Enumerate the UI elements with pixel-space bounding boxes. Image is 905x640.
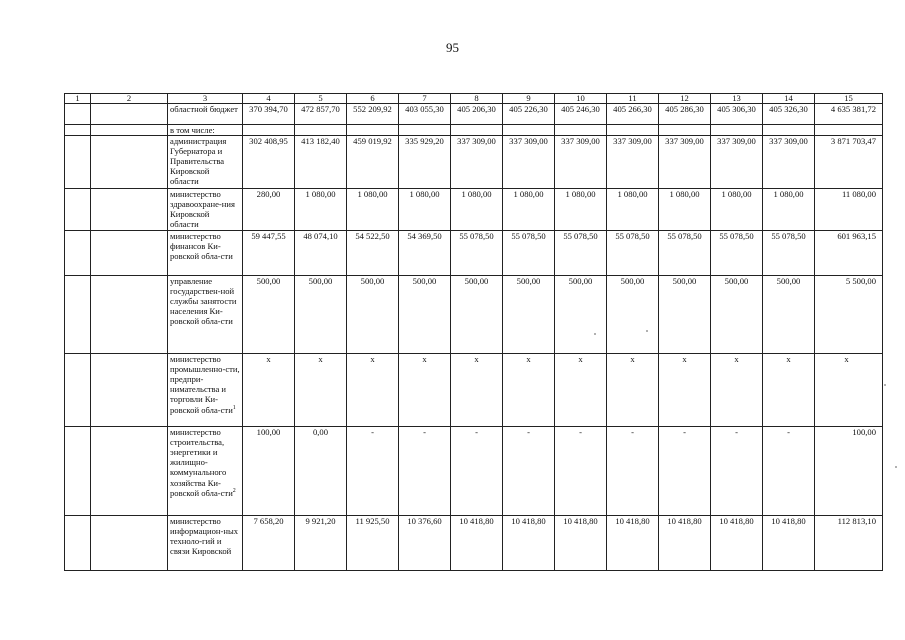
- value-cell: -: [711, 427, 763, 516]
- row-label: [168, 354, 243, 427]
- value-cell: [451, 125, 503, 136]
- value-cell: 403 055,30: [399, 104, 451, 125]
- value-cell: 500,00: [555, 276, 607, 354]
- row-label: [168, 276, 243, 354]
- value-cell: 500,00: [659, 276, 711, 354]
- value-cell: 405 226,30: [503, 104, 555, 125]
- value-cell: 601 963,15: [815, 231, 883, 276]
- cell-col-1: [65, 136, 91, 189]
- cell-col-1: [65, 427, 91, 516]
- value-cell: х: [711, 354, 763, 427]
- value-cell: 1 080,00: [659, 189, 711, 231]
- column-header: 4: [243, 94, 295, 104]
- value-cell: 54 522,50: [347, 231, 399, 276]
- cell-col-2: [91, 516, 168, 571]
- page-number: 95: [446, 40, 459, 55]
- value-cell: 337 309,00: [451, 136, 503, 189]
- value-cell: х: [503, 354, 555, 427]
- value-cell: х: [815, 354, 883, 427]
- cell-col-2: [91, 354, 168, 427]
- table-row: [65, 125, 883, 136]
- column-header: 1: [65, 94, 91, 104]
- value-cell: 9 921,20: [295, 516, 347, 571]
- table-row: [65, 231, 883, 276]
- scan-speck: [895, 466, 897, 468]
- value-cell: [243, 125, 295, 136]
- row-label-text: министерство информацион-ных техноло-гий и связи Кировской: [170, 516, 239, 557]
- column-header: 14: [763, 94, 815, 104]
- table-row: [65, 189, 883, 231]
- value-cell: [711, 125, 763, 136]
- table-row: [65, 427, 883, 516]
- value-cell: 500,00: [399, 276, 451, 354]
- value-cell: 11 925,50: [347, 516, 399, 571]
- value-cell: 337 309,00: [659, 136, 711, 189]
- row-label: [168, 427, 243, 516]
- value-cell: 55 078,50: [607, 231, 659, 276]
- value-cell: 100,00: [815, 427, 883, 516]
- row-label-text: администрация Губернатора и Правительства Кировской области: [170, 136, 227, 187]
- column-header: 10: [555, 94, 607, 104]
- table-row: [65, 516, 883, 571]
- value-cell: [659, 125, 711, 136]
- value-cell: -: [607, 427, 659, 516]
- value-cell: [347, 125, 399, 136]
- column-header: 9: [503, 94, 555, 104]
- value-cell: 1 080,00: [607, 189, 659, 231]
- cell-col-2: [91, 276, 168, 354]
- budget-table: [64, 93, 883, 571]
- value-cell: 500,00: [295, 276, 347, 354]
- footnote-mark: 2: [232, 487, 236, 494]
- value-cell: 280,00: [243, 189, 295, 231]
- scan-speck: [646, 330, 648, 332]
- value-cell: 552 209,92: [347, 104, 399, 125]
- value-cell: 112 813,10: [815, 516, 883, 571]
- value-cell: 10 418,80: [607, 516, 659, 571]
- row-label-text: управление государствен-ной службы занятости населения Ки-ровской обла-сти: [170, 276, 237, 327]
- value-cell: 55 078,50: [763, 231, 815, 276]
- value-cell: х: [763, 354, 815, 427]
- value-cell: -: [451, 427, 503, 516]
- cell-col-1: [65, 354, 91, 427]
- value-cell: 7 658,20: [243, 516, 295, 571]
- value-cell: 1 080,00: [399, 189, 451, 231]
- value-cell: х: [451, 354, 503, 427]
- cell-col-1: [65, 516, 91, 571]
- value-cell: 500,00: [243, 276, 295, 354]
- value-cell: 337 309,00: [763, 136, 815, 189]
- value-cell: 1 080,00: [711, 189, 763, 231]
- row-label-text: министерство строительства, энергетики и жилищно-коммунального хозяйства Ки-ровской обла-сти: [170, 427, 233, 498]
- cell-col-2: [91, 125, 168, 136]
- column-header: 8: [451, 94, 503, 104]
- value-cell: 10 376,60: [399, 516, 451, 571]
- cell-col-2: [91, 104, 168, 125]
- value-cell: 10 418,80: [503, 516, 555, 571]
- value-cell: 100,00: [243, 427, 295, 516]
- table-row: [65, 104, 883, 125]
- value-cell: х: [347, 354, 399, 427]
- value-cell: 4 635 381,72: [815, 104, 883, 125]
- row-label: [168, 104, 243, 125]
- value-cell: х: [555, 354, 607, 427]
- value-cell: 55 078,50: [503, 231, 555, 276]
- value-cell: 405 326,30: [763, 104, 815, 125]
- value-cell: 1 080,00: [763, 189, 815, 231]
- value-cell: 413 182,40: [295, 136, 347, 189]
- value-cell: 1 080,00: [347, 189, 399, 231]
- table-row: [65, 136, 883, 189]
- row-label: [168, 125, 243, 136]
- value-cell: 10 418,80: [659, 516, 711, 571]
- value-cell: 10 418,80: [763, 516, 815, 571]
- value-cell: -: [399, 427, 451, 516]
- value-cell: 55 078,50: [659, 231, 711, 276]
- value-cell: 405 246,30: [555, 104, 607, 125]
- column-header: 11: [607, 94, 659, 104]
- value-cell: -: [503, 427, 555, 516]
- value-cell: 48 074,10: [295, 231, 347, 276]
- cell-col-2: [91, 136, 168, 189]
- value-cell: 337 309,00: [607, 136, 659, 189]
- value-cell: 302 408,95: [243, 136, 295, 189]
- value-cell: х: [659, 354, 711, 427]
- cell-col-2: [91, 231, 168, 276]
- footnote-mark: 1: [232, 404, 236, 411]
- value-cell: 459 019,92: [347, 136, 399, 189]
- value-cell: [555, 125, 607, 136]
- value-cell: -: [555, 427, 607, 516]
- value-cell: [763, 125, 815, 136]
- value-cell: 55 078,50: [451, 231, 503, 276]
- value-cell: 405 286,30: [659, 104, 711, 125]
- value-cell: 337 309,00: [555, 136, 607, 189]
- value-cell: 55 078,50: [555, 231, 607, 276]
- scan-speck: [594, 333, 596, 335]
- value-cell: 10 418,80: [451, 516, 503, 571]
- value-cell: -: [659, 427, 711, 516]
- cell-col-1: [65, 189, 91, 231]
- value-cell: 10 418,80: [711, 516, 763, 571]
- row-label: [168, 516, 243, 571]
- column-header: 12: [659, 94, 711, 104]
- value-cell: 337 309,00: [711, 136, 763, 189]
- value-cell: -: [763, 427, 815, 516]
- value-cell: 1 080,00: [451, 189, 503, 231]
- row-label: [168, 189, 243, 231]
- row-label: [168, 136, 243, 189]
- value-cell: 5 500,00: [815, 276, 883, 354]
- value-cell: [503, 125, 555, 136]
- value-cell: х: [295, 354, 347, 427]
- value-cell: 370 394,70: [243, 104, 295, 125]
- value-cell: 500,00: [451, 276, 503, 354]
- value-cell: 10 418,80: [555, 516, 607, 571]
- value-cell: 1 080,00: [503, 189, 555, 231]
- value-cell: [815, 125, 883, 136]
- row-label-text: министерство промышленно-сти, предпри-нимательства и торговли Ки-ровской обла-сти: [170, 354, 240, 415]
- value-cell: 1 080,00: [295, 189, 347, 231]
- row-label-text: областной бюджет: [170, 104, 238, 114]
- value-cell: 59 447,55: [243, 231, 295, 276]
- table-row: [65, 276, 883, 354]
- row-label-text: министерство здравоохране-ния Кировской области: [170, 189, 235, 230]
- column-header: 5: [295, 94, 347, 104]
- cell-col-1: [65, 231, 91, 276]
- value-cell: 405 206,30: [451, 104, 503, 125]
- value-cell: [607, 125, 659, 136]
- value-cell: 55 078,50: [711, 231, 763, 276]
- row-label: [168, 231, 243, 276]
- column-header: 2: [91, 94, 168, 104]
- value-cell: 54 369,50: [399, 231, 451, 276]
- column-number-row: [65, 94, 883, 104]
- column-header: 13: [711, 94, 763, 104]
- value-cell: х: [399, 354, 451, 427]
- value-cell: 11 080,00: [815, 189, 883, 231]
- value-cell: 337 309,00: [503, 136, 555, 189]
- row-label-text: министерство финансов Ки-ровской обла-сти: [170, 231, 233, 262]
- value-cell: 472 857,70: [295, 104, 347, 125]
- cell-col-2: [91, 189, 168, 231]
- column-header: 3: [168, 94, 243, 104]
- value-cell: 3 871 703,47: [815, 136, 883, 189]
- cell-col-1: [65, 276, 91, 354]
- value-cell: 500,00: [763, 276, 815, 354]
- value-cell: 500,00: [711, 276, 763, 354]
- cell-col-1: [65, 104, 91, 125]
- cell-col-1: [65, 125, 91, 136]
- value-cell: 500,00: [503, 276, 555, 354]
- value-cell: 0,00: [295, 427, 347, 516]
- cell-col-2: [91, 427, 168, 516]
- column-header: 15: [815, 94, 883, 104]
- column-header: 6: [347, 94, 399, 104]
- value-cell: [399, 125, 451, 136]
- value-cell: 405 306,30: [711, 104, 763, 125]
- value-cell: 405 266,30: [607, 104, 659, 125]
- value-cell: 500,00: [607, 276, 659, 354]
- value-cell: х: [243, 354, 295, 427]
- value-cell: 335 929,20: [399, 136, 451, 189]
- value-cell: [295, 125, 347, 136]
- value-cell: 1 080,00: [555, 189, 607, 231]
- scan-speck: [884, 384, 886, 386]
- value-cell: 500,00: [347, 276, 399, 354]
- value-cell: х: [607, 354, 659, 427]
- value-cell: -: [347, 427, 399, 516]
- column-header: 7: [399, 94, 451, 104]
- row-label-text: в том числе:: [170, 125, 215, 135]
- table-row: [65, 354, 883, 427]
